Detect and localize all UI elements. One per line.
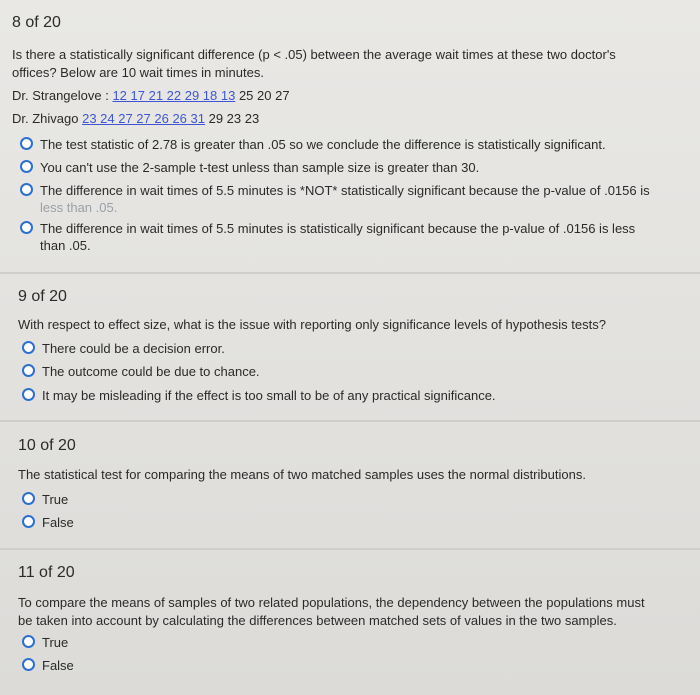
q8-option-1-label: The test statistic of 2.78 is greater than .05 so we conclude the difference is statistically significant. [40, 137, 606, 152]
q8-option-3-label [40, 182, 650, 216]
q9-option-1[interactable] [22, 340, 225, 357]
question-number-9: 9 of 20 [18, 288, 67, 305]
q8-option-3[interactable] [20, 182, 650, 216]
q11-option-false[interactable] [22, 657, 74, 674]
question-number-10: 10 of 20 [18, 437, 76, 454]
q8-option-4-line-2: than .05. [40, 238, 91, 253]
q11-option-true-label: True [42, 635, 69, 650]
strangelove-link[interactable]: 12 17 21 22 29 18 13 [112, 88, 236, 103]
q10-option-true[interactable] [22, 491, 68, 508]
q9-option-3[interactable] [22, 387, 496, 404]
q8-option-4-label [40, 220, 635, 254]
question-divider [0, 548, 700, 550]
q8-option-4-line-1: The difference in wait times of 5.5 minutes is statistically significant because the p-value of .0156 is less [40, 221, 636, 236]
q8-option-3-line-1: The difference in wait times of 5.5 minutes is *NOT* statistically significant because the p-value of .0156 is [40, 183, 650, 198]
question-11-stem [18, 594, 693, 630]
q10-option-false-label: False [42, 515, 74, 530]
question-8-stem-line-2: offices? Below are 10 wait times in minutes. [12, 65, 264, 80]
q8-option-2-label: You can't use the 2-sample t-test unless than sample size is greater than 30. [40, 160, 480, 175]
q10-option-false[interactable] [22, 514, 74, 531]
question-divider [0, 272, 700, 274]
q10-option-true-label: True [42, 492, 69, 507]
question-number-8: 8 of 20 [12, 14, 61, 31]
question-divider [0, 420, 700, 422]
zhivago-link[interactable]: 23 24 27 27 26 26 31 [82, 111, 205, 126]
radio-button[interactable] [20, 137, 33, 150]
question-8-stem [12, 46, 692, 82]
zhivago-rest: 29 23 23 [204, 111, 260, 126]
radio-button[interactable] [22, 364, 35, 377]
radio-button[interactable] [22, 341, 35, 354]
q9-option-2-label: The outcome could be due to chance. [42, 364, 260, 379]
zhivago-data [12, 111, 259, 126]
q9-option-3-label: It may be misleading if the effect is too small to be of any practical significance. [42, 388, 496, 403]
radio-button[interactable] [20, 160, 33, 173]
question-10-stem: The statistical test for comparing the means of two matched samples uses the normal distributions. [18, 467, 586, 482]
strangelove-rest: 25 20 27 [235, 88, 290, 103]
radio-button[interactable] [22, 388, 35, 401]
strangelove-label: Dr. Strangelove : [12, 88, 113, 103]
question-number-11: 11 of 20 [18, 564, 75, 581]
q8-option-2[interactable] [20, 159, 479, 176]
q8-option-1[interactable] [20, 136, 606, 153]
q8-option-4[interactable] [20, 220, 635, 254]
radio-button[interactable] [22, 658, 35, 671]
zhivago-label: Dr. Zhivago [12, 111, 83, 126]
radio-button[interactable] [20, 221, 33, 234]
q8-option-3-line-2: less than .05. [40, 200, 118, 215]
question-8-stem-line-1: Is there a statistically significant difference (p < .05) between the average wait times at these two doctor's [12, 47, 616, 62]
q11-option-false-label: False [42, 658, 74, 673]
question-9-stem: With respect to effect size, what is the issue with reporting only significance levels of hypothesis tests? [18, 317, 606, 332]
q11-option-true[interactable] [22, 634, 68, 651]
strangelove-data [12, 88, 290, 103]
q9-option-1-label: There could be a decision error. [42, 341, 225, 356]
q9-option-2[interactable] [22, 363, 260, 380]
radio-button[interactable] [22, 492, 35, 505]
radio-button[interactable] [22, 515, 35, 528]
radio-button[interactable] [22, 635, 35, 648]
radio-button[interactable] [20, 183, 33, 196]
question-11-stem-line-1: To compare the means of samples of two related populations, the dependency between the populations must [18, 595, 645, 610]
question-11-stem-line-2: be taken into account by calculating the differences between matched sets of values in the two samples. [18, 613, 617, 628]
